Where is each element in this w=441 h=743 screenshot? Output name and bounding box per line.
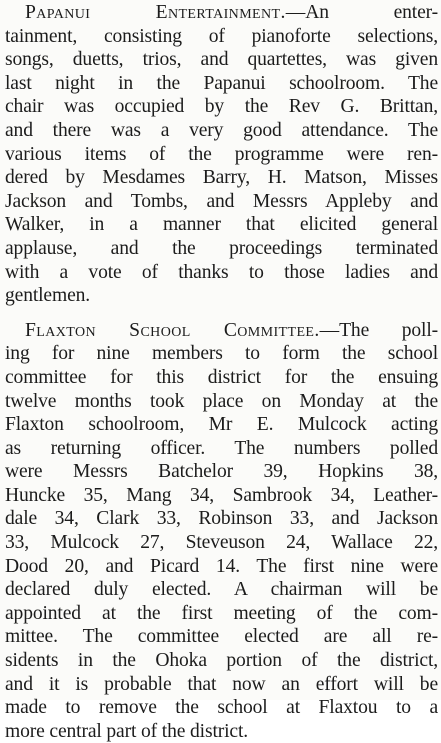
text-line: appointed at the first meeting of the com- (5, 602, 438, 624)
text-line: as returning officer. The numbers polled (5, 437, 438, 459)
text-line: various items of the programme were ren- (5, 143, 438, 165)
text-line: Dood 20, and Picard 14. The first nine were (5, 555, 438, 577)
article-body (5, 319, 438, 743)
text-line: Huncke 35, Mang 34, Sambrook 34, Leather- (5, 484, 438, 506)
text-line: —The poll- (319, 319, 438, 341)
text-line: committee for this district for the ensuing (5, 366, 438, 388)
text-line: songs, duetts, trios, and quartettes, was given (5, 49, 438, 71)
text-line: last night in the Papanui schoolroom. The (5, 72, 438, 94)
text-line: tainment, consisting of pianoforte selections, (5, 25, 438, 47)
text-line: were Messrs Batchelor 39, Hopkins 38, (5, 461, 438, 483)
text-line: ing for nine members to form the school (5, 343, 438, 365)
text-line: mittee. The committee elected are all re- (5, 626, 438, 648)
text-line: sidents in the Ohoka portion of the district, (5, 650, 438, 672)
text-line: and there was a very good attendance. The (5, 119, 438, 141)
text-line: chair was occupied by the Rev G. Brittan, (5, 96, 438, 118)
article-separator (5, 308, 438, 319)
article-papanui-entertainment (5, 1, 438, 308)
text-line: dale 34, Clark 33, Robinson 33, and Jackson (5, 508, 438, 530)
article-heading: Flaxton School Committee. (25, 319, 320, 341)
text-line: 33, Mulcock 27, Steveuson 24, Wallace 22, (5, 532, 438, 554)
text-line: gentlemen. (5, 285, 91, 307)
text-line: applause, and the proceedings terminated (5, 237, 438, 259)
text-line: Walker, in a manner that elicited general (5, 214, 438, 236)
text-line: with a vote of thanks to those ladies and (5, 261, 438, 283)
article-first-line (5, 1, 438, 25)
text-line: made to remove the school at Flaxtou to a (5, 697, 438, 719)
article-heading: Papanui Entertainment. (25, 2, 286, 23)
text-line: Flaxton schoolroom, Mr E. Mulcock acting (5, 414, 438, 436)
text-line: Jackson and Tombs, and Messrs Appleby and (5, 190, 438, 212)
text-line: —An enter- (285, 2, 438, 23)
text-line: and it is probable that now an effort will be (5, 673, 438, 695)
text-line: dered by Mesdames Barry, H. Matson, Misses (5, 167, 438, 189)
text-line: twelve months took place on Monday at the (5, 390, 438, 412)
article-first-line (5, 319, 438, 343)
text-column (5, 1, 438, 743)
article-flaxton-school-committee (5, 319, 438, 743)
text-line: more central part of the district. (5, 720, 248, 742)
article-body (5, 1, 438, 308)
text-line: declared duly elected. A chairman will be (5, 579, 438, 601)
